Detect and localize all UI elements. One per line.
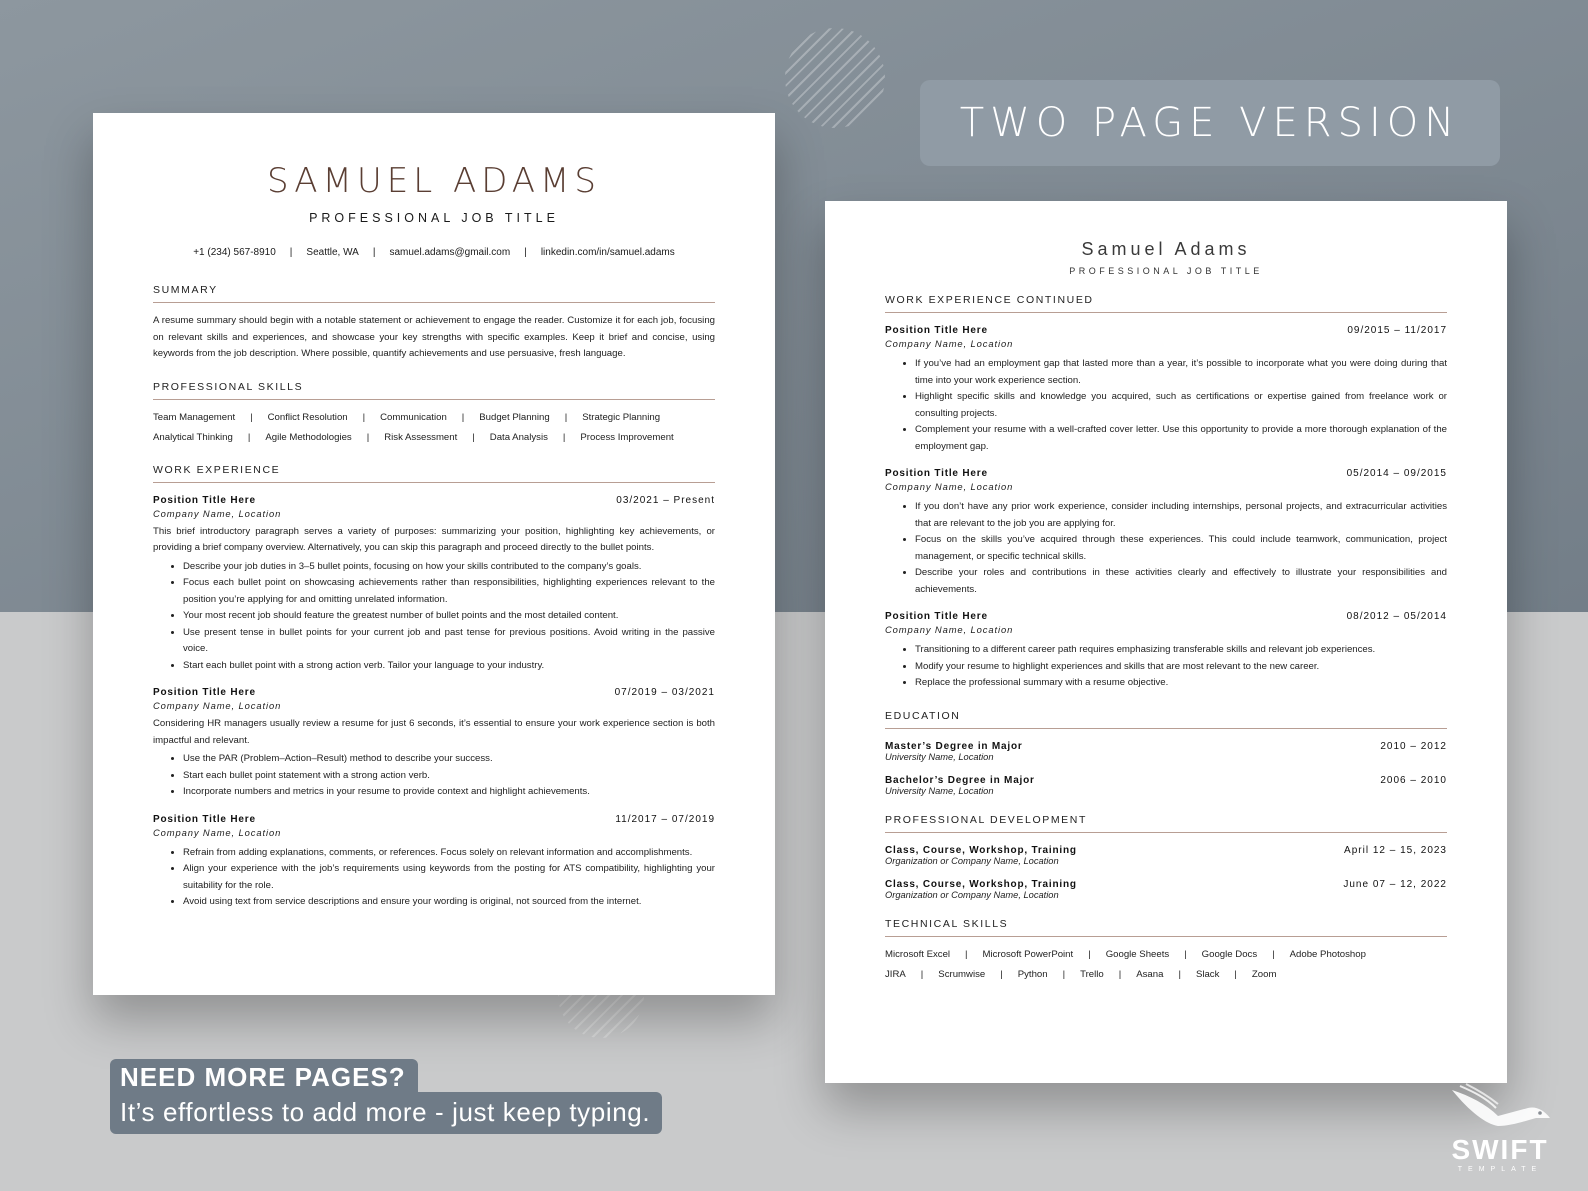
skill-separator: |	[1088, 948, 1091, 960]
school-name: University Name, Location	[885, 751, 994, 762]
course-date: June 07 – 12, 2022	[1343, 878, 1447, 890]
contact-phone: +1 (234) 567-8910	[193, 247, 276, 258]
course-date: April 12 – 15, 2023	[1344, 844, 1447, 856]
degree-title: Master’s Degree in Major	[885, 740, 1023, 752]
skill-item: Scrumwise	[938, 968, 986, 980]
job-title: Position Title Here	[885, 468, 988, 479]
development-header	[885, 879, 1447, 890]
skill-item: Slack	[1195, 968, 1220, 980]
contact-separator: |	[289, 247, 293, 258]
skill-item: Microsoft Excel	[885, 948, 951, 960]
skill-item: Conflict Resolution	[267, 411, 348, 423]
bullet-item: • Start each bullet point with a strong action verb. Tailor your language to your industry.	[183, 658, 715, 675]
education-entry	[885, 775, 1447, 796]
job-title: Position Title Here	[153, 813, 256, 825]
bullet-item: • Focus each bullet point on showcasing achievements rather than responsibilities, highlighting experiences relevant to the position you’re applying for and omitting unrelated information.	[183, 575, 715, 608]
bullet-item: • Describe your job duties in 3–5 bullet points, focusing on how your skills contributed to the company’s goals.	[183, 559, 715, 576]
development-header	[885, 845, 1447, 856]
skills-section	[153, 381, 715, 448]
resume-page-two	[825, 201, 1507, 1083]
skill-item: Agile Methodologies	[265, 431, 352, 443]
skill-separator: |	[1234, 968, 1237, 980]
skill-separator: |	[1000, 968, 1003, 980]
bullet-item: • Start each bullet point statement with a strong action verb.	[183, 768, 715, 785]
course-title: Class, Course, Workshop, Training	[885, 878, 1077, 890]
skill-item: Budget Planning	[479, 411, 550, 423]
section-heading: WORK EXPERIENCE	[153, 464, 715, 483]
contact-email: samuel.adams@gmail.com	[389, 247, 511, 258]
job-intro: Considering HR managers usually review a resume for just 6 seconds, it’s essential to ensure your work experience section is both impactful and relevant.	[153, 718, 715, 746]
skill-item: Data Analysis	[489, 431, 548, 443]
bullet-item: • Modify your resume to highlight experiences and skills that are most relevant to the new career.	[915, 659, 1447, 676]
skills-row	[153, 408, 715, 428]
summary-section	[153, 284, 715, 363]
job-header	[885, 611, 1447, 622]
skill-item: Zoom	[1251, 968, 1277, 980]
skill-item: Communication	[380, 411, 447, 423]
skill-item: Google Docs	[1201, 948, 1258, 960]
organization-name: Organization or Company Name, Location	[885, 855, 1059, 866]
bullet-item: • Align your experience with the job’s requirements using keywords from the posting for ATS compatibility, highlighting your suitability for the role.	[183, 861, 715, 894]
job-bullets	[153, 751, 715, 801]
section-heading: EDUCATION	[885, 710, 1447, 729]
job-entry	[153, 814, 715, 911]
work-experience-section	[153, 464, 715, 911]
job-entry	[153, 687, 715, 801]
skill-separator: |	[461, 411, 465, 423]
banner-text: TWO PAGE VERSION	[959, 100, 1461, 146]
job-bullets	[885, 642, 1447, 692]
skill-item: Adobe Photoshop	[1289, 948, 1366, 960]
development-entry	[885, 845, 1447, 866]
logo-subtext: TEMPLATE	[1457, 1166, 1543, 1173]
section-heading: TECHNICAL SKILLS	[885, 918, 1447, 937]
skill-item: Python	[1017, 968, 1048, 980]
skill-item: Microsoft PowerPoint	[982, 948, 1074, 960]
job-entry	[885, 325, 1447, 455]
skill-item: Asana	[1136, 968, 1164, 980]
bullet-item: • Use present tense in bullet points for your current job and past tense for previous positions. Avoid writing in the passive voice.	[183, 625, 715, 658]
contact-linkedin: linkedin.com/in/samuel.adams	[540, 247, 675, 258]
resume-page-one	[93, 113, 775, 995]
job-company: Company Name, Location	[153, 826, 282, 838]
two-page-version-banner	[920, 80, 1500, 166]
degree-title: Bachelor’s Degree in Major	[885, 774, 1035, 786]
job-date: 08/2012 – 05/2014	[1346, 611, 1447, 622]
course-title: Class, Course, Workshop, Training	[885, 844, 1077, 856]
job-header	[153, 814, 715, 825]
skill-separator: |	[1184, 948, 1187, 960]
section-heading: SUMMARY	[153, 284, 715, 303]
job-bullets	[153, 845, 715, 911]
skills-row	[885, 965, 1447, 985]
skill-separator: |	[564, 411, 568, 423]
section-heading: PROFESSIONAL DEVELOPMENT	[885, 814, 1447, 833]
bullet-item: • Focus on the skills you’ve acquired through these experiences. This could include teamwork, communication, project management, or specific technical skills.	[915, 532, 1447, 565]
job-title: Position Title Here	[885, 325, 988, 336]
bullet-item: • Your most recent job should feature the greatest number of bullet points and the most detailed content.	[183, 608, 715, 625]
skill-separator: |	[562, 431, 566, 443]
skill-separator: |	[920, 968, 924, 980]
job-company: Company Name, Location	[885, 481, 1014, 492]
professional-development-section	[885, 814, 1447, 900]
logo-text: SWIFT	[1451, 1134, 1549, 1165]
education-date: 2006 – 2010	[1380, 774, 1447, 786]
job-header	[885, 325, 1447, 336]
job-company: Company Name, Location	[885, 338, 1014, 349]
resume-job-title: PROFESSIONAL JOB TITLE	[1069, 266, 1263, 276]
job-header	[885, 468, 1447, 479]
decorative-circle	[785, 28, 885, 128]
skill-separator: |	[1272, 948, 1275, 960]
skill-item: Team Management	[153, 411, 236, 423]
skill-item: Analytical Thinking	[153, 431, 233, 443]
skill-item: Risk Assessment	[384, 431, 458, 443]
job-date: 09/2015 – 11/2017	[1347, 325, 1447, 336]
job-title: Position Title Here	[153, 687, 256, 698]
contact-location: Seattle, WA	[306, 247, 359, 258]
skill-separator: |	[1118, 968, 1122, 980]
cta-subtext: It’s effortless to add more - just keep typing.	[110, 1092, 662, 1134]
bullet-item: • Describe your roles and contributions in these activities clearly and effectively to illustrate your responsibilities and achievements.	[915, 565, 1447, 598]
bullet-item: • If you’ve had an employment gap that lasted more than a year, it’s possible to incorporate what you were doing during that time into your work experience section.	[915, 356, 1447, 389]
job-company: Company Name, Location	[885, 624, 1014, 635]
job-title: Position Title Here	[885, 611, 988, 622]
job-header	[153, 687, 715, 698]
organization-name: Organization or Company Name, Location	[885, 889, 1059, 900]
education-entry	[885, 741, 1447, 762]
skills-row	[885, 945, 1447, 965]
job-entry	[153, 495, 715, 675]
skill-item: Strategic Planning	[582, 411, 661, 423]
skill-item: Google Sheets	[1105, 948, 1170, 960]
bullet-item: • Complement your resume with a well-crafted cover letter. Use this opportunity to provide a more thorough explanation of the employment gap.	[915, 422, 1447, 455]
bullet-item: • Highlight specific skills and knowledge you acquired, such as certifications or expertise gained from freelance work or consulting projects.	[915, 389, 1447, 422]
skill-item: JIRA	[885, 968, 906, 980]
job-title: Position Title Here	[153, 494, 256, 506]
bullet-item: • Replace the professional summary with a resume objective.	[915, 675, 1447, 692]
bullet-item: • Refrain from adding explanations, comments, or references. Focus solely on relevant information and accomplishments.	[183, 845, 715, 862]
contact-line	[153, 247, 715, 258]
education-date: 2010 – 2012	[1380, 740, 1447, 752]
skill-item: Trello	[1080, 968, 1104, 980]
bullet-item: • If you don’t have any prior work experience, consider including internships, personal projects, and extracurricular activities that are relevant to the job you are applying for.	[915, 499, 1447, 532]
development-entry	[885, 879, 1447, 900]
job-company: Company Name, Location	[153, 700, 282, 711]
job-date: 07/2019 – 03/2021	[614, 687, 715, 698]
skill-separator: |	[965, 948, 968, 960]
job-bullets	[885, 499, 1447, 598]
job-company: Company Name, Location	[153, 507, 282, 519]
skill-separator: |	[362, 411, 366, 423]
education-header	[885, 775, 1447, 786]
resume-name: Samuel Adams	[1081, 239, 1251, 259]
skill-separator: |	[472, 431, 475, 443]
bullet-item: • Incorporate numbers and metrics in your resume to provide context and highlight achievements.	[183, 784, 715, 801]
cta-heading: NEED MORE PAGES?	[110, 1059, 418, 1094]
job-header	[153, 495, 715, 506]
bullet-item: • Use the PAR (Problem–Action–Result) method to describe your success.	[183, 751, 715, 768]
swift-template-logo	[1440, 1082, 1560, 1182]
education-header	[885, 741, 1447, 752]
work-experience-continued-section	[885, 294, 1447, 692]
job-bullets	[153, 559, 715, 675]
summary-text: A resume summary should begin with a notable statement or achievement to engage the reader. Customize it for each job, focusing on relevant skills and experiences, and showcase your key strengths with specific examples. Keep it brief and concise, using keywords from the job description. Where possible, quantify achievements and use persuasive, fresh language.	[153, 315, 715, 359]
technical-skills-section	[885, 918, 1447, 985]
resume-job-title: PROFESSIONAL JOB TITLE	[309, 211, 559, 225]
skill-item: Process Improvement	[580, 431, 674, 443]
education-section	[885, 710, 1447, 796]
job-date: 03/2021 – Present	[616, 494, 715, 506]
skill-separator: |	[366, 431, 370, 443]
school-name: University Name, Location	[885, 785, 994, 796]
skill-separator: |	[250, 411, 253, 423]
contact-separator: |	[524, 247, 527, 258]
bullet-item: • Avoid using text from service descriptions and ensure your wording is original, not sourced from the internet.	[183, 894, 715, 911]
bird-icon	[1440, 1082, 1560, 1138]
job-entry	[885, 611, 1447, 692]
job-intro: This brief introductory paragraph serves a variety of purposes: summarizing your position, highlighting key achievements, or providing a brief company overview. Alternatively, you can skip this paragraph and proceed directly to the bullet points.	[153, 525, 715, 553]
skill-separator: |	[247, 431, 251, 443]
skill-separator: |	[1062, 968, 1066, 980]
bullet-item: • Transitioning to a different career path requires emphasizing transferable skills and relevant job experiences.	[915, 642, 1447, 659]
section-heading: PROFESSIONAL SKILLS	[153, 381, 715, 400]
section-heading: WORK EXPERIENCE CONTINUED	[885, 294, 1447, 313]
resume-name: SAMUEL ADAMS	[267, 161, 601, 201]
skill-separator: |	[1178, 968, 1181, 980]
job-date: 05/2014 – 09/2015	[1346, 468, 1447, 479]
job-date: 11/2017 – 07/2019	[615, 813, 715, 825]
contact-separator: |	[372, 247, 376, 258]
skills-row	[153, 428, 715, 448]
job-entry	[885, 468, 1447, 598]
job-bullets	[885, 356, 1447, 455]
